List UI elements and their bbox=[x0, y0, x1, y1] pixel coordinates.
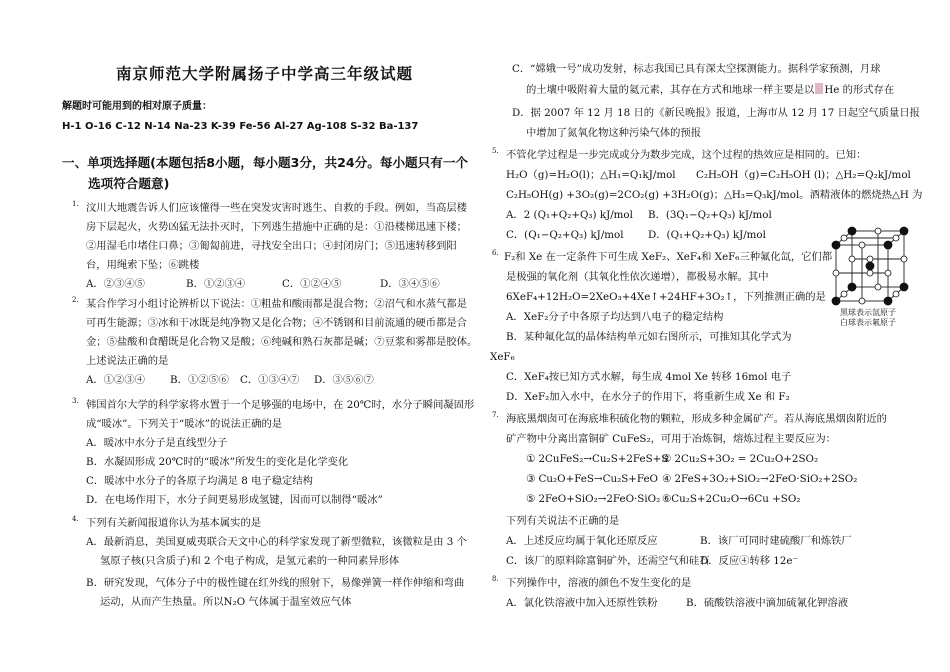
q7-line: 海底黑烟囱可在海底堆积硫化物的颗粒，形成多种金属矿产。若从海底黑烟囱附近的 bbox=[506, 413, 887, 425]
q4-stem: 下列有关新闻报道你认为基本属实的是 bbox=[86, 517, 262, 529]
question-number: 8. bbox=[492, 575, 499, 583]
q2-option-b: B．①②⑤⑥ bbox=[170, 374, 230, 386]
figure-caption-white: 白球表示氟原子 bbox=[840, 318, 896, 327]
q3-line: 韩国首尔大学的科学家将水置于一个足够强的电场中，在 20℃时，水分子瞬间凝固形 bbox=[86, 399, 475, 411]
q4-option-c-text-end: He 的形式存在 bbox=[824, 84, 895, 96]
q1-option-d: D．③④⑤⑥ bbox=[380, 278, 440, 290]
q2-line: 金；⑤盐酸和食醋既是化合物又是酸；⑥纯碱和熟石灰都是碱；⑦豆浆和雾都是胶体。 bbox=[86, 336, 478, 348]
q3-option-a: A．暖冰中水分子是直线型分子 bbox=[86, 437, 228, 449]
figure-caption bbox=[818, 308, 918, 328]
q3-option-b: B．水凝固形成 20℃时的“暖冰”所发生的变化是化学变化 bbox=[86, 456, 349, 468]
q7-option-b: B．该厂可同时建硫酸厂和炼铁厂 bbox=[700, 535, 852, 547]
figure-caption-black: 黑球表示氙原子 bbox=[840, 308, 896, 317]
section-heading-cont: 选项符合题意) bbox=[88, 176, 170, 191]
q2-line: 某合作学习小组讨论辨析以下说法：①粗盐和酸雨都是混合物；②沼气和水蒸气都是 bbox=[86, 298, 467, 310]
q2-line: 可再生能源；③冰和干冰既是纯净物又是化合物；④不锈钢和目前流通的硬币都是合 bbox=[86, 317, 467, 329]
q2-option-d: D．③⑤⑥⑦ bbox=[314, 374, 374, 386]
question-number: 1. bbox=[72, 200, 79, 208]
q6-option-a: A．XeF₂分子中各原子均达到八电子的稳定结构 bbox=[506, 311, 724, 323]
q5-option-d: D．(Q₁+Q₂+Q₃) kJ/mol bbox=[648, 229, 766, 241]
question-number: 6. bbox=[492, 249, 499, 257]
q1-line: ②用湿毛巾堵住口鼻；③匍匐前进，寻找安全出口；④封闭房门；⑤迅速转移到阳 bbox=[86, 240, 457, 252]
q7-reaction-4: ④ 2FeS+3O₂+SiO₂→2FeO·SiO₂+2SO₂ bbox=[662, 473, 858, 485]
q5-option-c: C．(Q₁−Q₂+Q₃) kJ/mol bbox=[506, 229, 624, 241]
q2-option-a: A．①②③④ bbox=[86, 374, 145, 386]
q6-line: 6XeF₄+12H₂O=2XeO₃+4Xe↑+24HF+3O₂↑，下列推测正确的是 bbox=[506, 291, 826, 303]
q6-option-c: C．XeF₄按已知方式水解，每生成 4mol Xe 转移 16mol 电子 bbox=[506, 371, 792, 383]
q4-option-c-cont bbox=[526, 83, 894, 97]
q3-option-c: C．暖冰中水分子的各原子均满足 8 电子稳定结构 bbox=[86, 475, 313, 487]
q4-option-d: D．据 2007 年 12 月 18 日的《新民晚报》报道，上海市从 12 月 17 日起空气质量日报 bbox=[512, 107, 920, 119]
q4-option-b-cont: 运动，从而产生热量。所以N₂O 气体属于温室效应气体 bbox=[100, 596, 352, 608]
q6-line: 是极强的氧化剂（其氧化性依次递增），都极易水解。其中 bbox=[506, 271, 769, 283]
q7-option-a: A．上述反应均属于氧化还原反应 bbox=[506, 535, 658, 547]
question-number: 4. bbox=[72, 515, 79, 523]
q5-option-a: A．2 (Q₁+Q₂+Q₃) kJ/mol bbox=[506, 209, 633, 221]
q1-option-c: C．①②④⑤ bbox=[282, 278, 342, 290]
q5-stem: 不管化学过程是一步完成或分为数步完成，这个过程的热效应是相同的。已知： bbox=[506, 149, 867, 161]
question-number: 5. bbox=[492, 147, 499, 155]
q4-option-a-cont: 氢原子核(只含质子)和 2 个电子构成，是氢元素的一种同素异形体 bbox=[100, 555, 400, 567]
q6-option-b-cont: XeF₆ bbox=[490, 351, 515, 363]
isotope-mark-icon bbox=[815, 83, 823, 94]
q4-option-b: B．研究发现，气体分子中的极性键在红外线的照射下，易像弹簧一样作伸缩和弯曲 bbox=[86, 577, 465, 589]
page-title: 南京师范大学附属扬子中学高三年级试题 bbox=[115, 65, 413, 83]
q5-equation: C₂H₅OH（g)=C₂H₅OH (l)；△H₂=Q₂kJ/mol bbox=[696, 169, 911, 181]
q2-option-c: C．①③④⑦ bbox=[240, 374, 300, 386]
section-heading: 一、单项选择题(本题包括8小题，每小题3分，共24分。每小题只有一个 bbox=[62, 155, 469, 170]
q3-line: 成“暖冰”。下列关于“暖冰”的说法正确的是 bbox=[86, 418, 283, 430]
q4-option-a: A．最新消息，美国夏威夷联合天文中心的科学家发现了新型微粒，该微粒是由 3 个 bbox=[86, 536, 467, 548]
atomic-mass-heading: 解题时可能用到的相对原子质量： bbox=[62, 101, 212, 112]
q7-stem2: 下列有关说法不正确的是 bbox=[506, 515, 620, 527]
q7-option-c: C．该厂的原料除富铜矿外，还需空气和硅石 bbox=[506, 555, 710, 567]
q7-reaction-2: ② 2Cu₂S+3O₂ = 2Cu₂O+2SO₂ bbox=[662, 453, 819, 465]
q4-option-d-cont: 中增加了氮氧化物这种污染气体的预报 bbox=[526, 127, 702, 139]
q7-reaction-3: ③ Cu₂O+FeS→Cu₂S+FeO bbox=[526, 473, 659, 485]
q5-equation: C₂H₅OH(g) +3O₂(g)=2CO₂(g) +3H₂O(g)；△H₃=Q₃kJ/mol。酒精液体的燃烧热△H 为 bbox=[506, 189, 923, 201]
q6-option-d: D．XeF₂加入水中，在水分子的作用下，将重新生成 Xe 和 F₂ bbox=[506, 391, 790, 403]
q6-line: F₂和 Xe 在一定条件下可生成 XeF₂、XeF₄和 XeF₆三种氟化氙，它们都 bbox=[504, 251, 833, 263]
q1-line: 房下层起火，火势凶猛无法扑灭时，下列逃生措施中正确的是：①沿楼梯迅速下楼； bbox=[86, 221, 467, 233]
q1-line: 汶川大地震告诉人们应该懂得一些在突发灾害时逃生、自救的手段。例如，当高层楼 bbox=[86, 202, 467, 214]
q3-option-d: D．在电场作用下，水分子间更易形成氢键，因而可以制得“暖冰” bbox=[86, 494, 383, 506]
q1-line: 台，用绳索下坠；⑥跳楼 bbox=[86, 259, 200, 271]
q1-option-a: A．②③④⑤ bbox=[86, 278, 145, 290]
q6-option-b: B．某种氟化氙的晶体结构单元如右图所示，可推知其化学式为 bbox=[506, 331, 792, 343]
q5-option-b: B．(3Q₁−Q₂+Q₃) kJ/mol bbox=[648, 209, 772, 221]
question-number: 7. bbox=[492, 411, 499, 419]
q7-reaction-1: ① 2CuFeS₂→Cu₂S+2FeS+S bbox=[526, 453, 669, 465]
q7-reaction-5: ⑤ 2FeO+SiO₂→2FeO·SiO₂ bbox=[526, 493, 661, 505]
question-number: 3. bbox=[72, 397, 79, 405]
q7-reaction-6: ⑥Cu₂S+2Cu₂O→6Cu +SO₂ bbox=[662, 493, 801, 505]
q8-stem: 下列操作中，溶液的颜色不发生变化的是 bbox=[506, 577, 692, 589]
atomic-mass-list: H-1 O-16 C-12 N-14 Na-23 K-39 Fe-56 Al-27 Ag-108 S-32 Ba-137 bbox=[62, 121, 419, 132]
q7-line: 矿产物中分离出富铜矿 CuFeS₂，可用于冶炼铜，熔炼过程主要反应为： bbox=[506, 433, 836, 445]
q1-option-b: B．①②③④ bbox=[186, 278, 246, 290]
q4-option-c: C．“嫦娥一号”成功发射，标志我国已具有深太空探测能力。据科学家预测，月球 bbox=[512, 63, 881, 75]
q2-line: 上述说法正确的是 bbox=[86, 355, 169, 367]
q7-option-d: D．反应④转移 12e⁻ bbox=[700, 555, 798, 567]
question-number: 2. bbox=[72, 296, 79, 304]
q5-equation: H₂O（g)=H₂O(l)；△H₁=Q₁kJ/mol bbox=[506, 169, 676, 181]
q8-option-a: A．氯化铁溶液中加入还原性铁粉 bbox=[506, 597, 658, 609]
q4-option-c-text: 的土壤中吸附着大量的氦元素，其存在方式和地球一样主要是以 bbox=[526, 84, 815, 96]
q8-option-b: B．硫酸铁溶液中滴加硫氰化钾溶液 bbox=[686, 597, 849, 609]
